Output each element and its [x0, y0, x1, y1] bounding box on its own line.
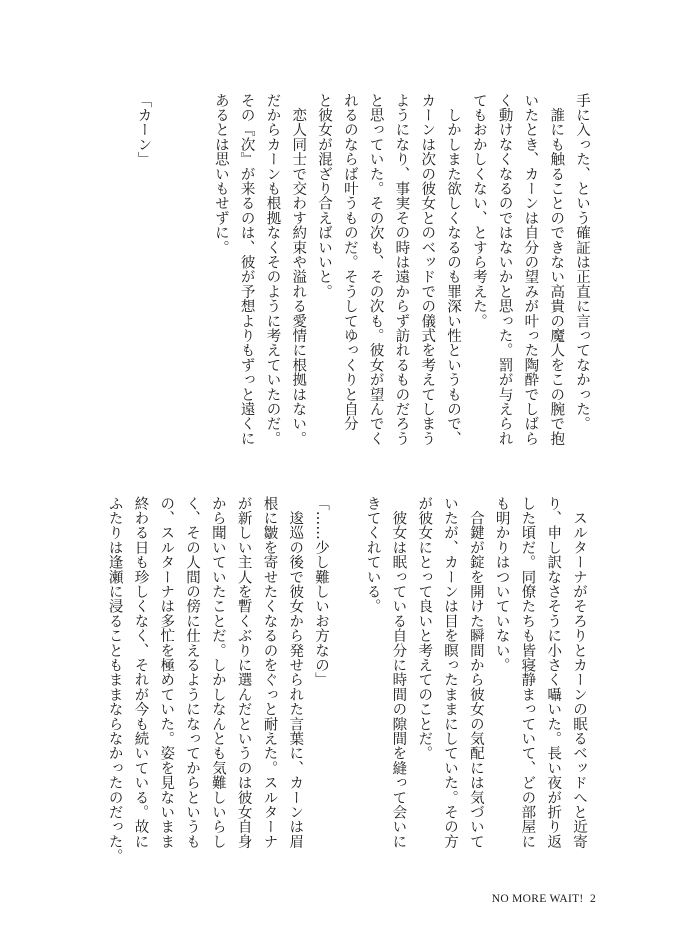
page-number: 2	[589, 893, 596, 905]
bottom-text-block	[101, 496, 591, 864]
text-line: 「……少し難しいお方なの」	[313, 496, 330, 688]
text-line: 彼女は眠っている自分に時間の隙間を縫って会いに	[390, 496, 407, 849]
text-line: きてくれている。	[364, 496, 381, 614]
text-line: てもおかしくない、とすら考えた。	[470, 93, 487, 329]
text-line: ふたりは逢瀬に浸ることもままならなかったのだった。	[106, 496, 123, 864]
text-line: 誰にも触ることのできない高貴の魔人をこの腕で抱	[548, 93, 565, 446]
text-line: り、申し訳なさそうに小さく囁いた。長い夜が折り返	[545, 496, 562, 849]
text-line: しかしまた欲しくなるのも罪深い性というもので、	[445, 93, 462, 446]
text-line: カーンは次の彼女とのベッドでの儀式を考えてしまう	[419, 93, 436, 446]
text-line: 「カーン」	[135, 93, 152, 167]
text-line: いたが、カーンは目を瞑ったままにしていた。その方	[442, 496, 459, 849]
text-line: と彼女が混ざり合えばいいと。	[316, 93, 333, 299]
text-line: 終わる日も珍しくなく、それが今も続いている。故に	[132, 496, 149, 849]
text-line: 根に皺を寄せたくなるのをぐっと耐えた。スルターナ	[261, 496, 278, 849]
text-line: あるとは思いもせずに。	[212, 93, 229, 255]
text-line: スルターナがそろりとカーンの眠るベッドへと近寄	[571, 496, 587, 849]
text-line: いたとき、カーンは自分の望みが叶った陶酔でしばら	[522, 93, 539, 446]
text-line	[181, 93, 207, 493]
footer-title: NO MORE WAIT!	[491, 893, 584, 905]
text-line: が彼女にとって良いと考えてのことだ。	[416, 496, 433, 761]
text-line: その『次』が来るのは、彼が予想よりもずっと遠くに	[238, 93, 255, 446]
text-line: も明かりはついていない。	[493, 496, 510, 673]
text-line: した頃だ。同僚たちも皆寝静まっていて、どの部屋に	[519, 496, 536, 849]
text-line: 手に入った、という確証は正直に言ってなかった。	[574, 93, 590, 432]
text-line: から聞いていたことだ。しかしなんとも気難しいらし	[209, 496, 226, 849]
text-line: 合鍵が錠を開けた瞬間から彼女の気配には気づいて	[467, 496, 484, 849]
text-line: の、スルターナは多忙を極めていた。姿を見ないまま	[158, 496, 175, 849]
text-line: く動けなくなるのではないかと思った。罰が与えられ	[496, 93, 513, 446]
text-line: だからカーンも根拠なくそのように考えていたのだ。	[264, 93, 281, 446]
text-line: 逡巡の後で彼女から発せられた言葉に、カーンは眉	[287, 496, 304, 849]
top-text-block	[130, 93, 594, 493]
text-line: と思っていた。その次も、その次も。彼女が望んでく	[367, 93, 384, 446]
text-line: ようになり、事実その時は遠からず訪れるものだろう	[393, 93, 410, 446]
page-footer	[492, 893, 596, 905]
text-line: 恋人同士で交わす約束や溢れる愛情に根拠はない。	[290, 93, 307, 446]
text-line	[155, 93, 181, 493]
text-line: が新しい主人を暫くぶりに選んだというのは彼女自身	[235, 496, 252, 849]
text-line: く、その人間の傍に仕えるようになってからというも	[184, 496, 201, 849]
text-line	[333, 496, 359, 836]
text-line: れるのならば叶うものだ。そうしてゆっくりと自分	[341, 93, 358, 432]
